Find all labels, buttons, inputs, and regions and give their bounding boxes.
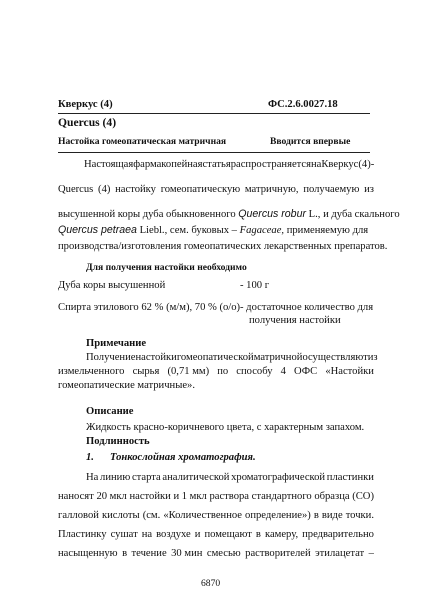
- ingredient-ethanol-amount-2: получения настойки: [249, 315, 341, 326]
- status-note: Вводится впервые: [270, 136, 351, 147]
- ingredient-ethanol: Спирта этилового 62 % (м/м), 70 % (о/о): [58, 302, 241, 313]
- note-line-3: гомеопатические матричные».: [58, 380, 195, 391]
- monograph-code: ФС.2.6.0027.18: [268, 99, 338, 110]
- identity-line-1: На линию старта аналитической хроматографической пластинки: [86, 472, 374, 483]
- identity-item-number: 1.: [86, 452, 94, 463]
- page-number: 6870: [201, 578, 221, 589]
- note-line-1: Получение настойки гомеопатической матричной осуществляют из: [86, 352, 378, 363]
- header-rule: [58, 113, 370, 114]
- subtitle-rule: [58, 152, 370, 153]
- monograph-subtitle: Настойка гомеопатическая матричная: [58, 136, 227, 147]
- identity-line-2: наносят 20 мкл настойки и 1 мкл раствора стандартного образца (СО): [58, 491, 374, 502]
- intro-line-5: производства/изготовления гомеопатических лекарственных препаратов.: [58, 241, 388, 252]
- intro-line-3: высушенной коры дуба обыкновенного Quercus robur L., и дуба скального: [58, 208, 400, 220]
- intro-line-1: Настоящая фармакопейная статья распространяется на Кверкус (4) -: [84, 159, 375, 170]
- description-heading: Описание: [86, 406, 134, 417]
- identity-line-4: Пластинку сушат на воздухе и помещают в камеру, предварительно: [58, 529, 374, 540]
- ingredient-oak-bark-amount: - 100 г: [240, 280, 270, 291]
- identity-line-5: насыщенную в течение 30 мин смесью растворителей этилацетат –: [58, 548, 374, 559]
- latin-title: Quercus (4): [58, 116, 117, 129]
- intro-line-2: Quercus (4) настойку гомеопатическую матричную, получаемую из: [58, 184, 374, 195]
- recipe-heading: Для получения настойки необходимо: [86, 262, 247, 273]
- monograph-title: Кверкус (4): [58, 99, 113, 110]
- note-line-2: измельченного сырья (0,71 мм) по способу 4 ОФС «Настойки: [58, 366, 374, 377]
- ingredient-ethanol-amount-1: - достаточное количество для: [240, 302, 374, 313]
- intro-line-4: Quercus petraea Liebl., сем. буковых – Fagaceae, применяемую для: [58, 224, 369, 236]
- description-text: Жидкость красно-коричневого цвета, с характерным запахом.: [86, 422, 365, 433]
- identity-line-3: галловой кислоты (см. «Количественное определение») в виде точки.: [58, 510, 374, 521]
- note-heading: Примечание: [86, 338, 147, 349]
- identity-heading: Подлинность: [86, 436, 150, 447]
- identity-item-title: Тонкослойная хроматография.: [110, 452, 256, 463]
- ingredient-oak-bark: Дуба коры высушенной: [58, 280, 166, 291]
